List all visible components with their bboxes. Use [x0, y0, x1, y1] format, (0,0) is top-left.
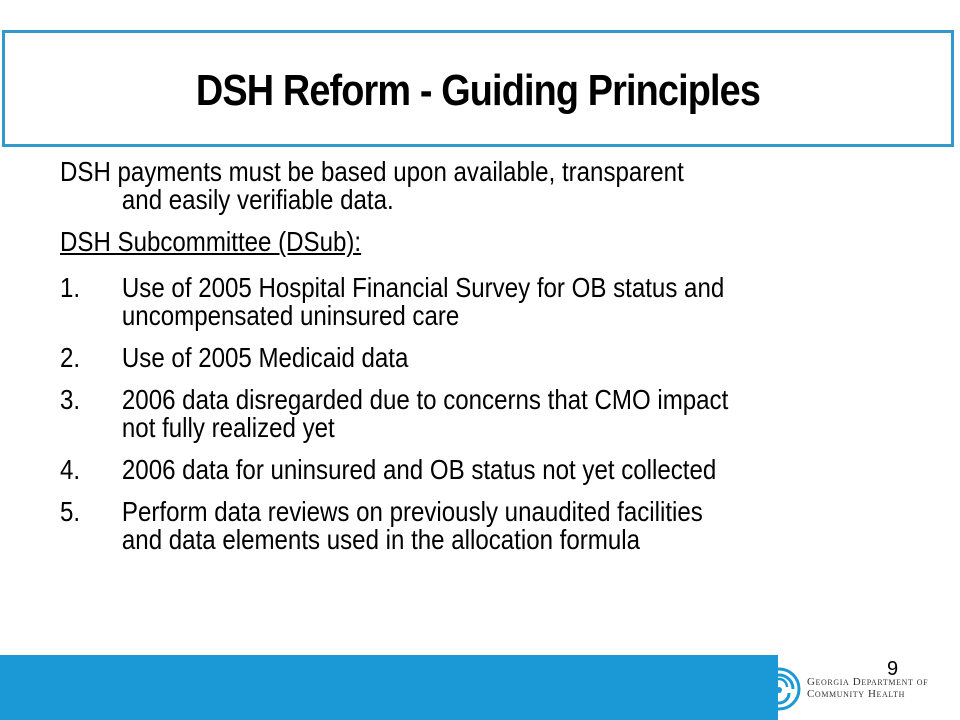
- list-item-line-1: 2006 data for uninsured and OB status not yet collected: [121, 454, 717, 485]
- list-item-line-2: uncompensated uninsured care: [121, 300, 460, 331]
- logo-line-1: Georgia Department of: [807, 676, 929, 688]
- intro-line-2: and easily verifiable data.: [121, 184, 394, 215]
- list-item-text: [122, 386, 728, 442]
- list-item-line-2: not fully realized yet: [121, 412, 335, 443]
- list-item-line-2: and data elements used in the allocation formula: [121, 524, 640, 555]
- intro-line-1: DSH payments must be based upon available, transparent: [60, 156, 684, 187]
- circular-swirl-logo-icon: [755, 665, 803, 713]
- logo-text: [807, 676, 928, 700]
- list-item-number: 3.: [60, 384, 81, 415]
- subcommittee-heading: DSH Subcommittee (DSub):: [60, 226, 362, 257]
- principles-list: [60, 274, 800, 554]
- list-item: [60, 344, 800, 372]
- list-item-text: [122, 274, 724, 330]
- list-item: [60, 274, 800, 330]
- list-item-number: 2.: [60, 342, 81, 373]
- page-number: 9: [887, 658, 899, 680]
- footer-bar: [0, 655, 778, 720]
- list-item-text: [122, 456, 716, 484]
- logo-line-2: Community Health: [807, 688, 905, 700]
- list-item-line-1: Perform data reviews on previously unaudited facilities: [121, 496, 703, 527]
- list-item: [60, 386, 800, 442]
- intro-paragraph: [60, 158, 800, 214]
- list-item-number: 4.: [60, 454, 81, 485]
- list-item-line-1: 2006 data disregarded due to concerns that CMO impact: [121, 384, 729, 415]
- list-item: [60, 498, 800, 554]
- list-item-text: [122, 498, 703, 554]
- list-item-number: 5.: [60, 496, 81, 527]
- dch-logo: [755, 665, 955, 715]
- list-item: [60, 456, 800, 484]
- list-item-line-1: Use of 2005 Medicaid data: [121, 342, 409, 373]
- list-item-text: [122, 344, 408, 372]
- title-box: [2, 30, 954, 147]
- slide-title: DSH Reform - Guiding Principles: [195, 65, 761, 115]
- slide-content: [60, 158, 800, 568]
- list-item-line-1: Use of 2005 Hospital Financial Survey for OB status and: [121, 272, 725, 303]
- list-item-number: 1.: [60, 272, 81, 303]
